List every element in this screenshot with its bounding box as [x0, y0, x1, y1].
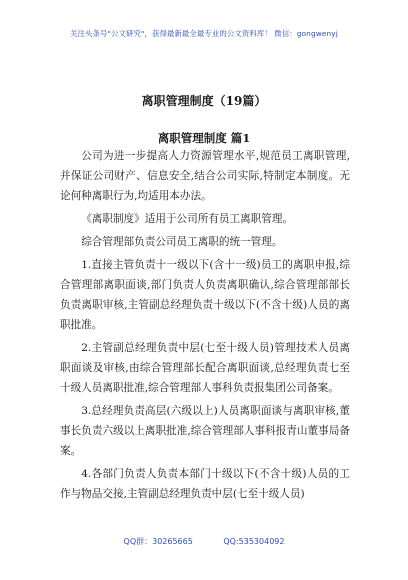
- paragraph: 3.总经理负责高层(六级以上)人员离职面谈与离职审核,董事长负责六级以上离职批准,综合管理部人事科报青山董事局备案。: [60, 404, 350, 458]
- footer: [0, 536, 408, 547]
- paragraph: 《离职制度》适用于公司所有员工离职管理。: [81, 213, 294, 226]
- footer-qq: QQ:535304092: [223, 537, 285, 546]
- paragraph: 1.直接主管负责十一级以下(含十一级)员工的离职申报,综合管理部离职面谈,部门负责人负责离职确认,综合管理部部长负责离职审核,主管副总经理负责十级以下(不含十级)人员的离职批准。: [60, 258, 350, 332]
- section-title: 离职管理制度 篇1: [157, 131, 251, 145]
- document-title: 离职管理制度（19篇）: [141, 94, 267, 108]
- header-banner: 关注头条号"公文研究"，获得最新最全最专业的公文资料库！ 微信：gongwenyj: [70, 29, 338, 38]
- paragraph: 2.主管副总经理负责中层(七至十级人员)管理技术人员离职面谈及审核,由综合管理部长配合离职面谈,总经理负责七至十级人员离职批准,综合管理部人事科负责报集团公司备案。: [60, 341, 350, 395]
- paragraph: 4.各部门负责人负责本部门十级以下(不含十级)人员的工作与物品交接,主管副总经理负责中层(七至十级人员): [60, 468, 350, 501]
- document-body: [60, 146, 350, 507]
- paragraph: 公司为进一步提高人力资源管理水平,规范员工离职管理,并保证公司财产、信息安全,结合公司实际,特制定本制度。无论何种离职行为,均适用本办法。: [60, 150, 350, 203]
- footer-qq-group: QQ群：30265665: [123, 537, 193, 546]
- paragraph: 综合管理部负责公司员工离职的统一管理。: [81, 235, 283, 248]
